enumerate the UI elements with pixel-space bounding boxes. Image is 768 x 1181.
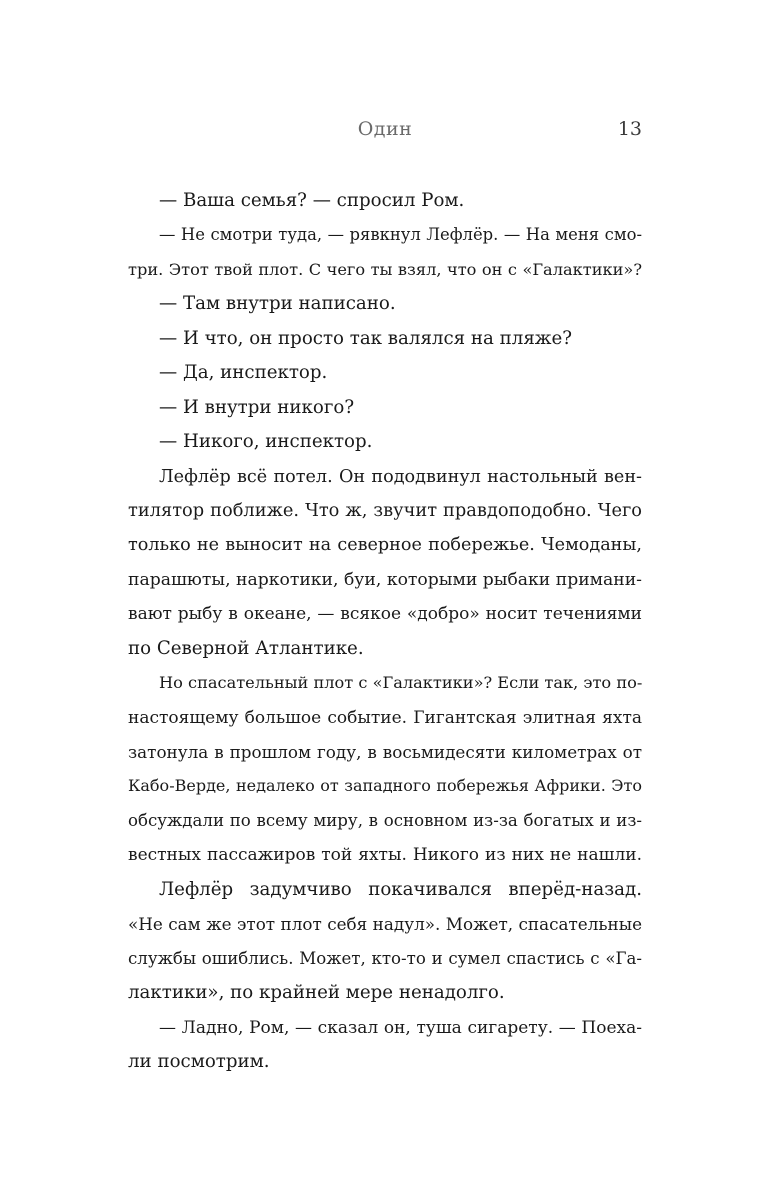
text-line: настоящему большое событие. Гигантская элитная яхта	[128, 707, 642, 728]
text-line: — Не смотри туда, — рявкнул Лефлёр. — На меня смо-	[159, 225, 642, 245]
text-line: — Ладно, Ром, — сказал он, туша сигарету. — Поеха-	[159, 1017, 642, 1038]
text-line: — Никого, инспектор.	[159, 431, 373, 453]
text-line: — Там внутри написано.	[159, 293, 396, 315]
text-line: три. Этот твой плот. С чего ты взял, что он с «Галактики»?	[128, 259, 642, 279]
text-line: вают рыбу в океане, — всякое «добро» носит течениями	[128, 604, 642, 625]
text-line: Но спасательный плот с «Галактики»? Если так, это по-	[159, 673, 643, 693]
text-line: по Северной Атлантике.	[128, 637, 364, 659]
text-line: — И что, он просто так валялся на пляже?	[159, 327, 573, 349]
body-text	[128, 184, 642, 1079]
text-line: — Да, инспектор.	[159, 362, 328, 384]
text-line: службы ошиблись. Может, кто-то и сумел спастись с «Га-	[128, 948, 642, 968]
text-line: — Ваша семья? — спросил Ром.	[159, 190, 465, 211]
text-line: «Не сам же этот плот себя надул». Может, спасательные	[128, 914, 642, 935]
text-line: парашюты, наркотики, буи, которыми рыбаки примани-	[128, 569, 642, 590]
text-line: лактики», по крайней мере ненадолго.	[128, 982, 505, 1004]
running-title: Один	[357, 118, 413, 140]
text-line: вестных пассажиров той яхты. Никого из них не нашли.	[128, 845, 642, 866]
text-line: тилятор поближе. Что ж, звучит правдоподобно. Чего	[128, 499, 642, 521]
text-line: ли посмотрим.	[128, 1050, 270, 1072]
text-line: Лефлёр задумчиво покачивался вперёд-назад.	[159, 878, 642, 900]
text-line: Кабо-Верде, недалеко от западного побережья Африки. Это	[128, 776, 642, 796]
page-number: 13	[617, 118, 642, 140]
text-line: затонула в прошлом году, в восьмидесяти километрах от	[128, 742, 642, 762]
text-line: — И внутри никого?	[159, 396, 355, 418]
text-line: обсуждали по всему миру, в основном из-за богатых и из-	[128, 810, 642, 830]
text-line: Лефлёр всё потел. Он пододвинул настольный вен-	[159, 466, 642, 487]
running-head	[128, 118, 642, 146]
text-line: только не выносит на северное побережье. Чемоданы,	[128, 535, 642, 556]
